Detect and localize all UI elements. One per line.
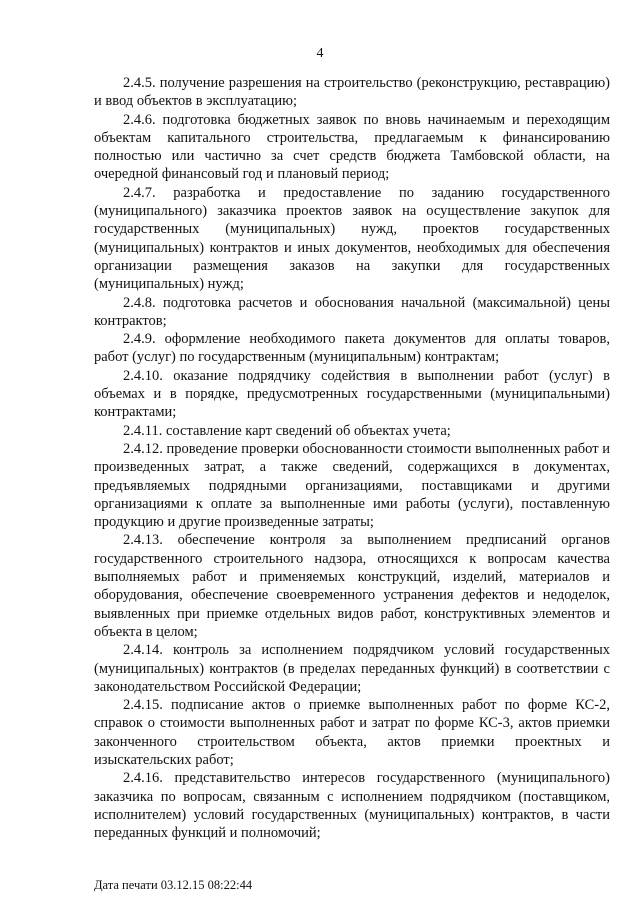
paragraph-2-4-14: 2.4.14. контроль за исполнением подрядчиком условий государственных (муниципальных) контрактов (в пределах переданных функций) в соответствии с законодательством Российской Федерации;: [94, 642, 610, 695]
page-number: 4: [316, 46, 324, 61]
paragraph-2-4-11: 2.4.11. составление карт сведений об объектах учета;: [123, 422, 451, 439]
paragraph-2-4-5: 2.4.5. получение разрешения на строительство (реконструкцию, реставрацию) и ввод объектов в эксплуатацию;: [94, 75, 610, 110]
paragraph-2-4-6: 2.4.6. подготовка бюджетных заявок по вновь начинаемым и переходящим объектам капитального строительства, предлагаемым к финансированию полностью или частично за счет средств бюджета Тамбовской области, на очередной финансовый год и плановый период;: [94, 111, 610, 183]
paragraph-2-4-15: 2.4.15. подписание актов о приемке выполненных работ по форме КС-2, справок о стоимости выполненных работ и затрат по форме КС-3, актов приемки законченного строительством объекта, актов приемки проектных и изыскательских работ;: [94, 697, 610, 768]
paragraph-2-4-10: 2.4.10. оказание подрядчику содействия в выполнении работ (услуг) в объемах и в порядке, предусмотренных государственными (муниципальными) контрактами;: [94, 367, 610, 421]
paragraph-2-4-12: 2.4.12. проведение проверки обоснованности стоимости выполненных работ и произведенных затрат, а также сведений, содержащихся в документах, предъявляемых подрядными организациями, поставщиками и другими организациями к оплате за выполненные ими работы (услуги), поставленную продукцию и другие произведенные затраты;: [94, 440, 610, 531]
paragraph-2-4-7: 2.4.7. разработка и предоставление по заданию государственного (муниципального) заказчика проектов заявок на осуществление закупок для государственных (муниципальных) нужд, проектов государственных (муниципальных) контрактов и иных документов, необходимых для обеспечения организации размещения заказов на закупки для государственных (муниципальных) нужд;: [94, 184, 610, 293]
paragraph-2-4-16: 2.4.16. представительство интересов государственного (муниципального) заказчика по вопросам, связанным с исполнением подрядчиком (поставщиком, исполнителем) условий государственных (муниципальных) контрактов, в части переданных функций и полномочий;: [94, 770, 610, 842]
paragraph-2-4-13: 2.4.13. обеспечение контроля за выполнением предписаний органов государственного строительного надзора, относящихся к вопросам качества выполняемых работ и применяемых конструкций, изделий, материалов и оборудования, обеспечение своевременного устранения дефектов и недоделок, выявленных при приемке отдельных видов работ, конструктивных элементов и объекта в целом;: [94, 532, 610, 640]
paragraph-2-4-9: 2.4.9. оформление необходимого пакета документов для оплаты товаров, работ (услуг) по государственным (муниципальным) контрактам;: [94, 331, 610, 366]
document-body: [94, 74, 610, 842]
paragraph-2-4-8: 2.4.8. подготовка расчетов и обоснования начальной (максимальной) цены контрактов;: [94, 294, 610, 329]
print-date: Дата печати 03.12.15 08:22:44: [94, 878, 253, 892]
